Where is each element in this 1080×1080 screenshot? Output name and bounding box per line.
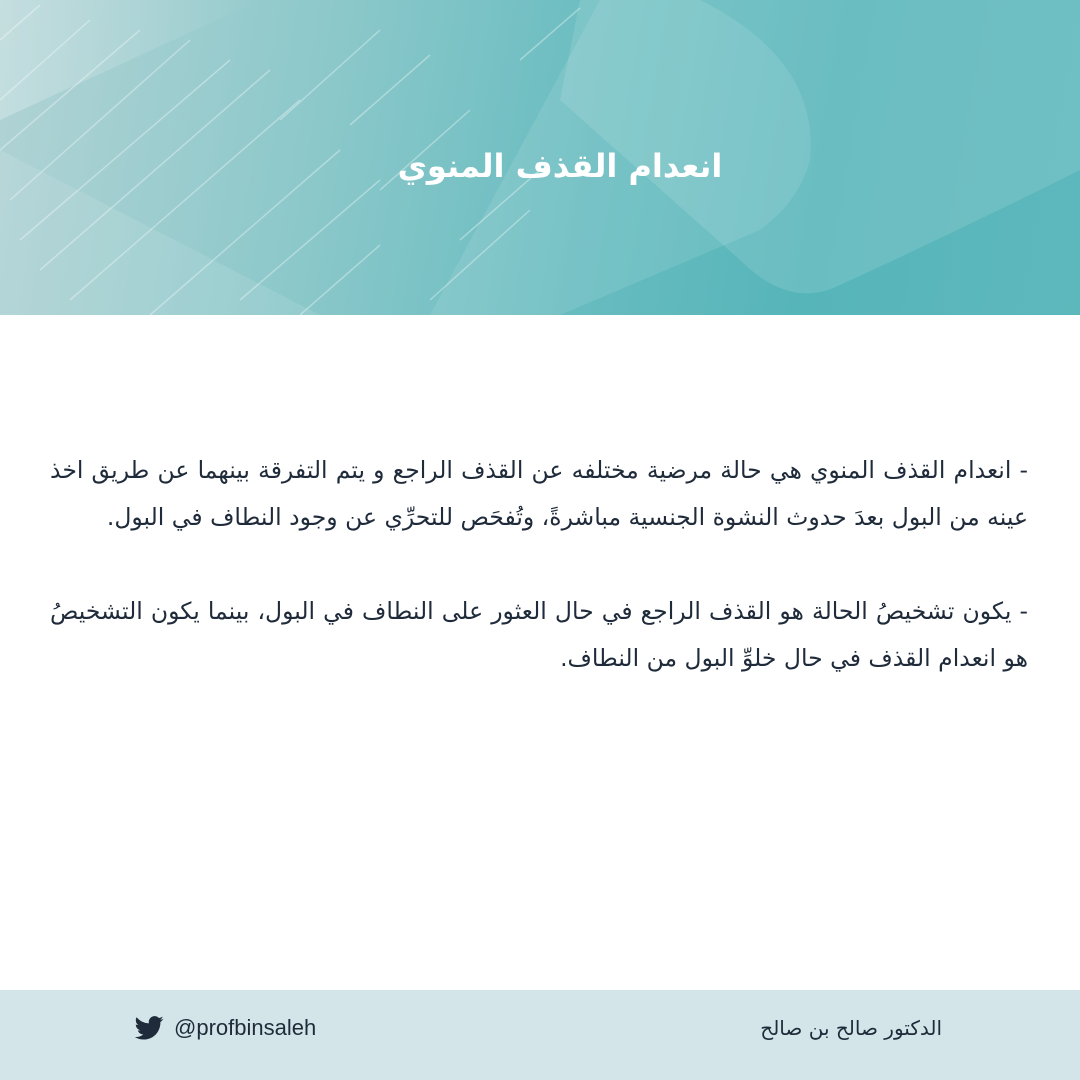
twitter-icon (134, 1016, 164, 1040)
paragraph-1: - انعدام القذف المنوي هي حالة مرضية مختلفه عن القذف الراجع و يتم التفرقة بينهما عن طريق اخذ عينه من البول بعدَ حدوث النشوة الجنسية مباشرةً، وتُفحَص للتحرِّي عن وجود النطاف في البول. (50, 456, 1028, 531)
footer-bar (0, 990, 1080, 1080)
author-name: الدكتور صالح بن صالح (760, 1016, 942, 1040)
twitter-link[interactable] (134, 1008, 316, 1048)
paragraph-2: - يكون تشخيصُ الحالة هو القذف الراجع في حال العثور على النطاف في البول، بينما يكون التشخيصُ هو انعدام القذف في حال خلوِّ البول من النطاف. (50, 597, 1028, 672)
twitter-handle: @profbinsaleh (174, 1015, 317, 1040)
header-banner (0, 0, 1080, 315)
page-title: انعدام القذف المنوي (397, 147, 723, 185)
article-body (50, 447, 1028, 729)
